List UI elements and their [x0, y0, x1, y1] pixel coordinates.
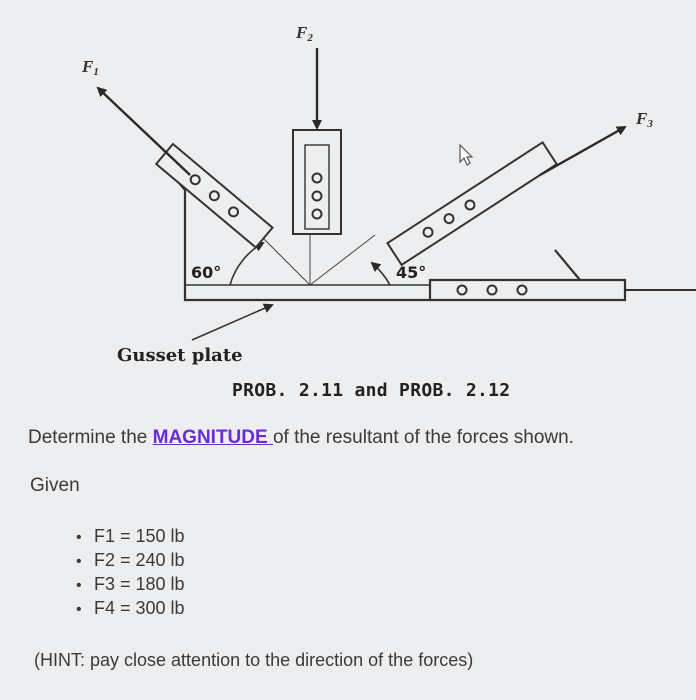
bullet-icon: •	[76, 577, 82, 594]
given-label: Given	[30, 475, 80, 496]
force-value: F4 = 300 lb	[94, 598, 185, 618]
angle-60-label: 60°	[191, 263, 222, 282]
angle-45-label: 45°	[396, 263, 427, 282]
question-before: Determine the	[28, 427, 153, 448]
bullet-icon: •	[76, 601, 82, 618]
member-f4	[458, 286, 527, 295]
angle-45-arc	[372, 263, 390, 285]
hint-text: (HINT: pay close attention to the direction of the forces)	[34, 650, 474, 670]
gusset-plate-outline	[160, 160, 625, 300]
list-item	[76, 548, 185, 572]
problem-title: PROB. 2.11 and PROB. 2.12	[232, 380, 511, 401]
question-after: of the resultant of the forces shown.	[272, 427, 574, 448]
cursor-icon	[460, 145, 472, 165]
list-item	[76, 596, 185, 620]
force-f1-arrow	[98, 88, 190, 175]
list-item	[76, 524, 185, 548]
force-f3-arrow	[540, 127, 625, 175]
label-f2: F2	[296, 23, 313, 44]
question-text	[28, 427, 574, 449]
angle-60-arc	[230, 243, 263, 285]
magnitude-link[interactable]: MAGNITUDE	[152, 427, 273, 448]
force-value: F3 = 180 lb	[94, 574, 185, 594]
bullet-icon: •	[76, 553, 82, 570]
member-f3	[387, 142, 556, 265]
given-forces-list	[76, 524, 185, 620]
force-value: F1 = 150 lb	[94, 526, 185, 546]
list-item	[76, 572, 185, 596]
member-f2	[293, 130, 341, 234]
label-f3: F3	[636, 109, 653, 130]
label-f1: F1	[82, 57, 99, 78]
bullet-icon: •	[76, 529, 82, 546]
gusset-plate-caption: Gusset plate	[117, 345, 243, 366]
force-value: F2 = 240 lb	[94, 550, 185, 570]
gusset-pointer-arrow	[192, 305, 272, 340]
